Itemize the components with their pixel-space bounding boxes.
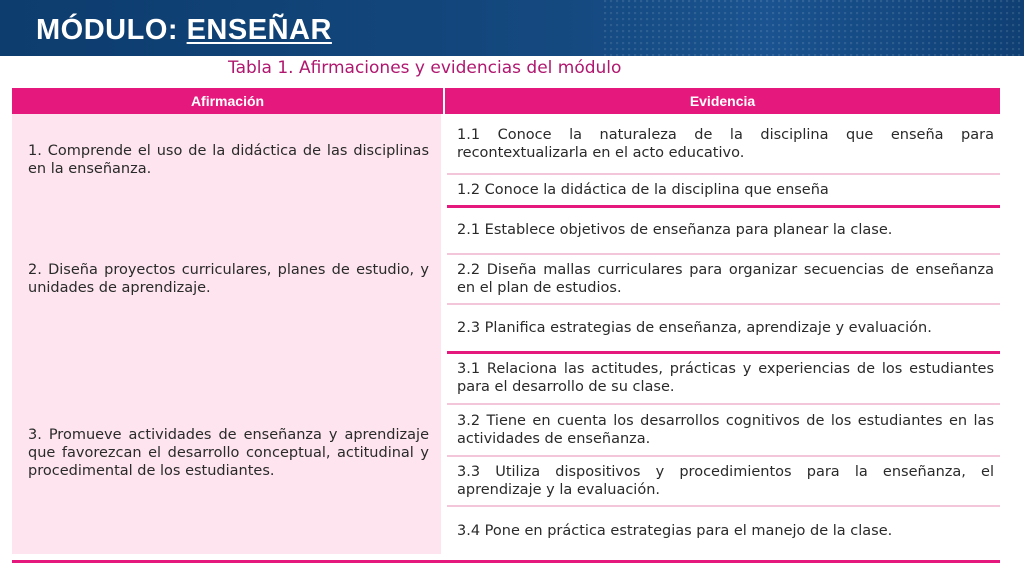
slide-title [36, 14, 332, 47]
table-row [12, 206, 1000, 254]
evidence-3-4: 3.4 Pone en práctica estrategias para el manejo de la clase. [444, 506, 1000, 554]
title-prefix: MÓDULO: [36, 14, 179, 46]
slide-header [0, 0, 1024, 56]
table-header-row [12, 88, 1000, 114]
table-row [12, 352, 1000, 404]
affirmation-evidence-table [12, 88, 1000, 554]
evidence-2-1: 2.1 Establece objetivos de enseñanza para planear la clase. [444, 206, 1000, 254]
evidence-1-1: 1.1 Conoce la naturaleza de la disciplina que enseña para recontextualizarla en el acto educativo. [444, 114, 1000, 174]
column-header-evidence: Evidencia [444, 88, 1000, 114]
evidence-2-2: 2.2 Diseña mallas curriculares para organizar secuencias de enseñanza en el plan de estudios. [444, 254, 1000, 304]
column-header-affirmation: Afirmación [12, 88, 444, 114]
affirmation-1: 1. Comprende el uso de la didáctica de las disciplinas en la enseñanza. [12, 114, 444, 206]
title-module: ENSEÑAR [186, 14, 332, 46]
evidence-3-3: 3.3 Utiliza dispositivos y procedimientos para la enseñanza, el aprendizaje y la evaluación. [444, 456, 1000, 506]
header-pattern [604, 0, 1024, 56]
evidence-3-1: 3.1 Relaciona las actitudes, prácticas y experiencias de los estudiantes para el desarrollo de su clase. [444, 352, 1000, 404]
table-caption: Tabla 1. Afirmaciones y evidencias del módulo [228, 58, 622, 78]
affirmation-3: 3. Promueve actividades de enseñanza y aprendizaje que favorezcan el desarrollo conceptual, actitudinal y procedimental de los estudiantes. [12, 352, 444, 554]
evidence-1-2: 1.2 Conoce la didáctica de la disciplina que enseña [444, 174, 1000, 206]
affirmation-2: 2. Diseña proyectos curriculares, planes de estudio, y unidades de aprendizaje. [12, 206, 444, 352]
evidence-2-3: 2.3 Planifica estrategias de enseñanza, aprendizaje y evaluación. [444, 304, 1000, 352]
evidence-3-2: 3.2 Tiene en cuenta los desarrollos cognitivos de los estudiantes en las actividades de enseñanza. [444, 404, 1000, 456]
table-row [12, 114, 1000, 174]
table-bottom-rule [12, 560, 1000, 563]
